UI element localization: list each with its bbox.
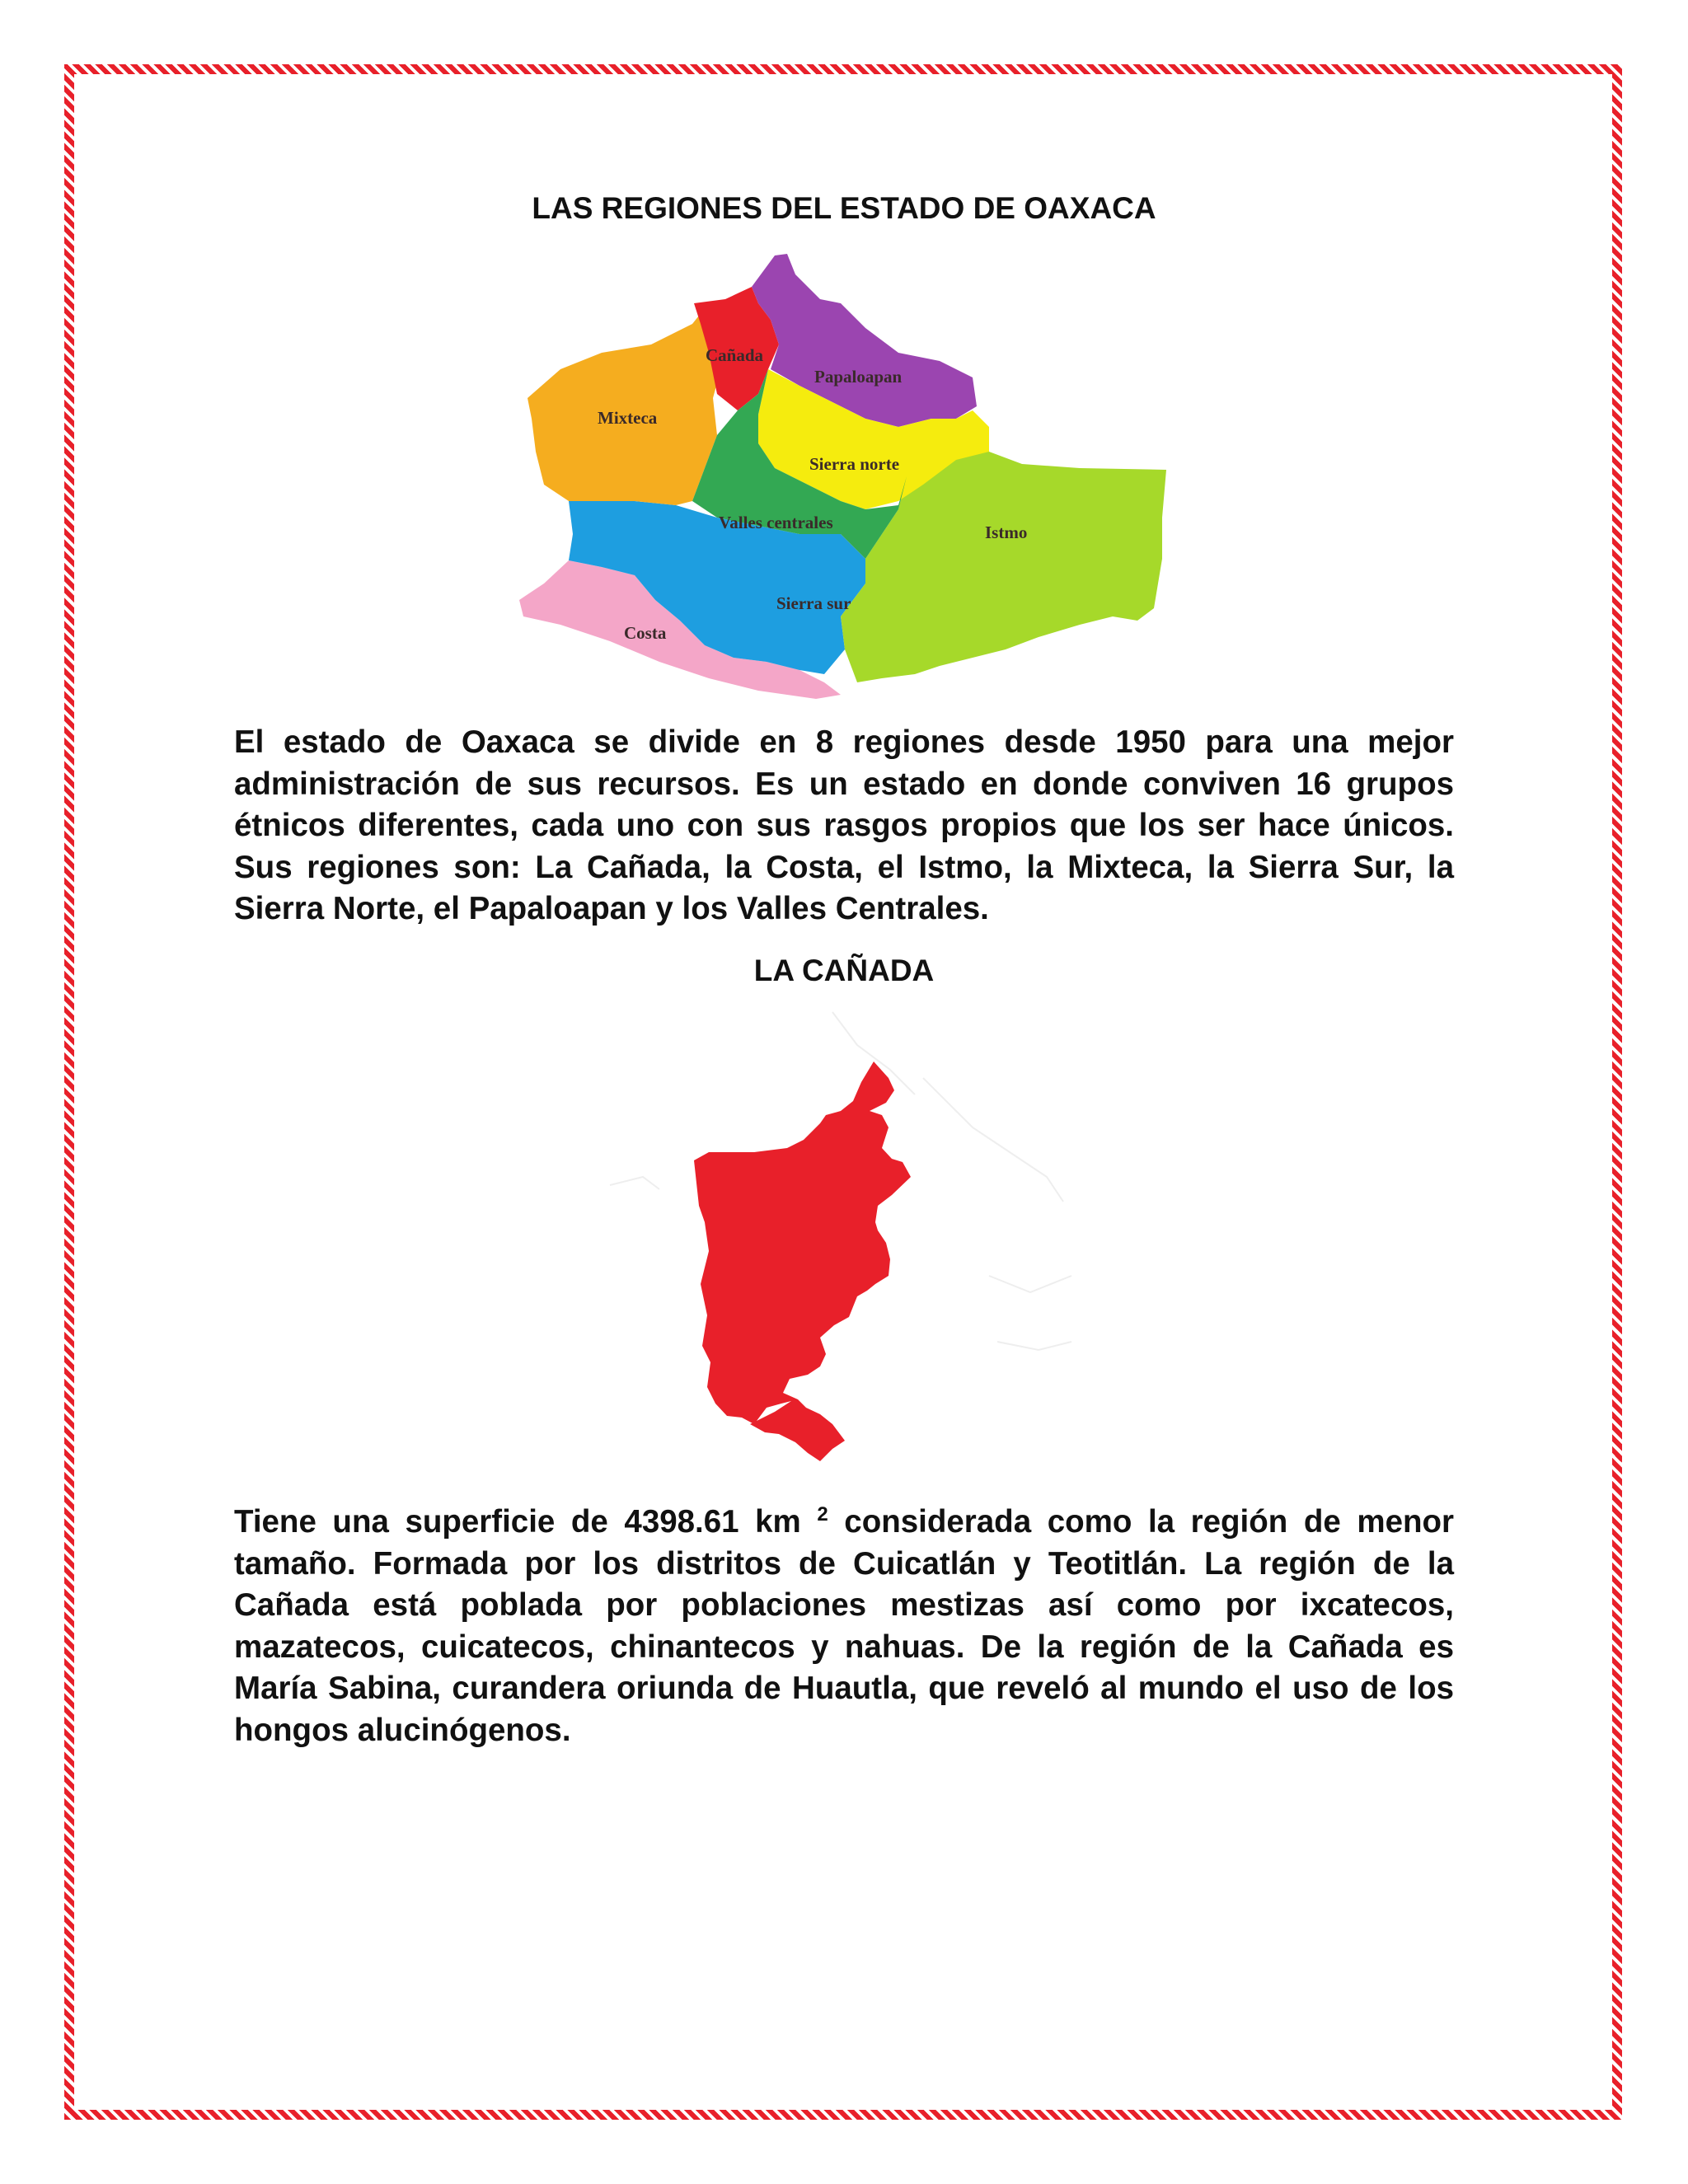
canada-paragraph: [234, 1502, 1454, 1751]
label-mixteca: Mixteca: [598, 408, 658, 428]
canada-text-part2: considerada como la región de menor tamaño. Formada por los distritos de Cuicatlán y Teotitlán. La región de la Cañada está poblada por poblaciones mestizas así como por ixcatecos, mazatecos, cuicatecos, chinantecos y nahuas. De la región de la Cañada es María Sabina, curandera oriunda de Huautla, que reveló al mundo el uso de los hongos alucinógenos.: [234, 1504, 1455, 1748]
label-sierra-norte: Sierra norte: [809, 454, 900, 474]
canada-shape: [694, 1062, 911, 1461]
intro-paragraph: El estado de Oaxaca se divide en 8 regiones desde 1950 para una mejor administración de sus recursos. Es un estado en donde conviven 16 grupos étnicos diferentes, cada uno con sus rasgos propios que los ser hace únicos. Sus regiones son: La Cañada, la Costa, el Istmo, la Mixteca, la Sierra Sur, la Sierra Norte, el Papaloapan y los Valles Centrales.: [234, 724, 1454, 926]
label-istmo: Istmo: [985, 523, 1028, 542]
page-title: LAS REGIONES DEL ESTADO DE OAXACA: [532, 191, 1156, 225]
oaxaca-regions-map: [511, 254, 1179, 703]
label-canada: Cañada: [706, 345, 764, 365]
label-papaloapan: Papaloapan: [814, 367, 903, 387]
section-title: LA CAÑADA: [753, 954, 935, 987]
canada-region-map: [610, 1012, 1080, 1490]
label-costa: Costa: [624, 623, 667, 643]
region-mixteca: [528, 303, 725, 505]
superscript-two: 2: [817, 1503, 828, 1526]
label-sierra-sur: Sierra sur: [776, 593, 851, 613]
label-valles-centrales: Valles centrales: [719, 513, 833, 532]
canada-text-part1: Tiene una superficie de 4398.61 km: [234, 1504, 818, 1540]
